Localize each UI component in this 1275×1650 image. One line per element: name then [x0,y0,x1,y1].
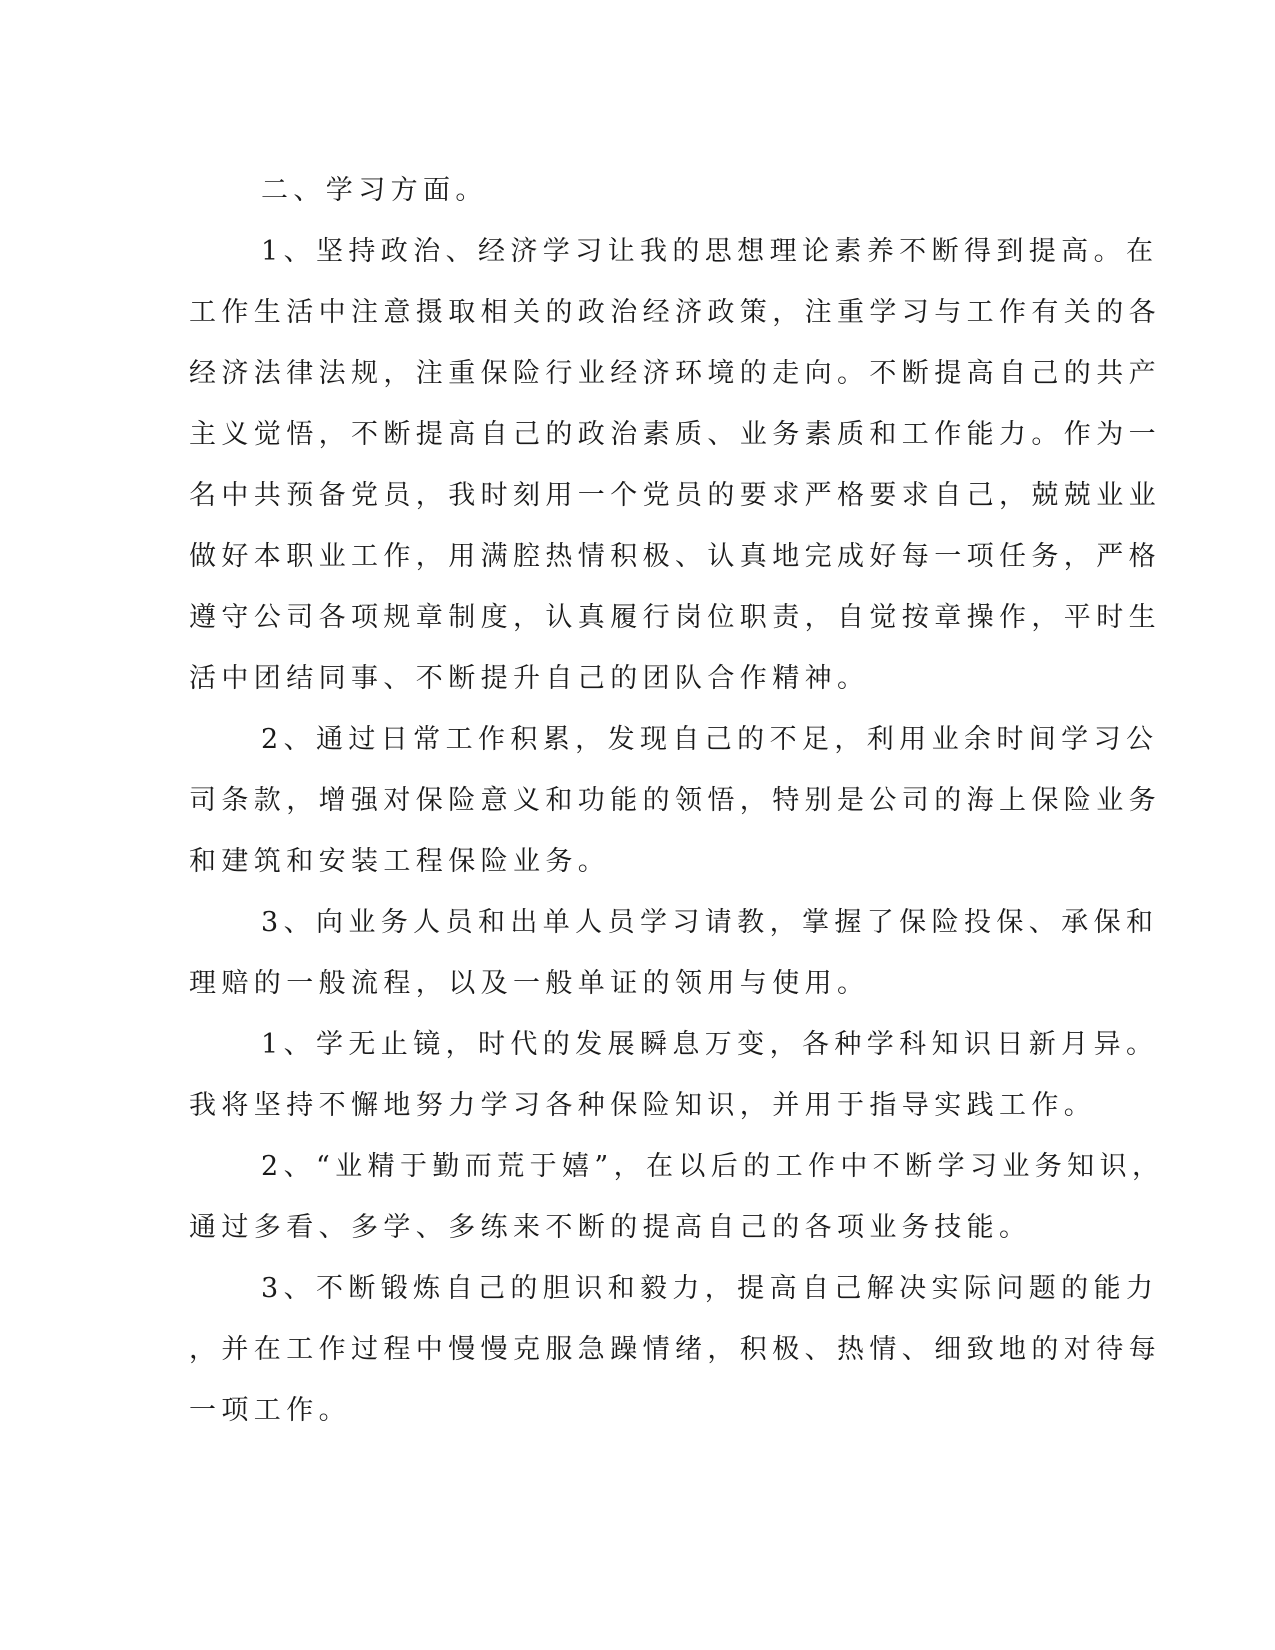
paragraph-line: 做好本职业工作，用满腔热情积极、认真地完成好每一项任务，严格 [189,541,1161,572]
paragraph-line: 2、“业精于勤而荒于嬉”，在以后的工作中不断学习业务知识， [261,1151,1165,1182]
paragraph-line: ，并在工作过程中慢慢克服急躁情绪，积极、热情、细致地的对待每 [189,1334,1161,1365]
paragraph-line: 1、学无止镜，时代的发展瞬息万变，各种学科知识日新月异。 [261,1029,1159,1060]
document-body [189,160,1165,1441]
paragraph-line: 3、不断锻炼自己的胆识和毅力，提高自己解决实际问题的能力 [261,1273,1159,1304]
paragraph-line: 2、通过日常工作积累，发现自己的不足，利用业余时间学习公 [261,724,1159,755]
paragraph-line: 名中共预备党员，我时刻用一个党员的要求严格要求自己，兢兢业业 [189,480,1161,511]
paragraph-line: 1、坚持政治、经济学习让我的思想理论素养不断得到提高。在 [261,236,1159,267]
paragraph-line: 经济法律法规，注重保险行业经济环境的走向。不断提高自己的共产 [189,358,1161,389]
paragraph-line: 一项工作。 [189,1395,351,1426]
paragraph-line: 司条款，增强对保险意义和功能的领悟，特别是公司的海上保险业务 [189,785,1161,816]
paragraph-line: 和建筑和安装工程保险业务。 [189,846,611,877]
paragraph-line: 3、向业务人员和出单人员学习请教，掌握了保险投保、承保和 [261,907,1159,938]
section-heading: 二、学习方面。 [261,175,488,206]
paragraph-line: 通过多看、多学、多练来不断的提高自己的各项业务技能。 [189,1212,1032,1243]
paragraph-line: 主义觉悟，不断提高自己的政治素质、业务素质和工作能力。作为一 [189,419,1161,450]
paragraph-line: 我将坚持不懈地努力学习各种保险知识，并用于指导实践工作。 [189,1090,1097,1121]
paragraph-line: 遵守公司各项规章制度，认真履行岗位职责，自觉按章操作，平时生 [189,602,1161,633]
paragraph-line: 工作生活中注意摄取相关的政治经济政策，注重学习与工作有关的各 [189,297,1161,328]
paragraph-line: 活中团结同事、不断提升自己的团队合作精神。 [189,663,870,694]
paragraph-line: 理赔的一般流程，以及一般单证的领用与使用。 [189,968,870,999]
